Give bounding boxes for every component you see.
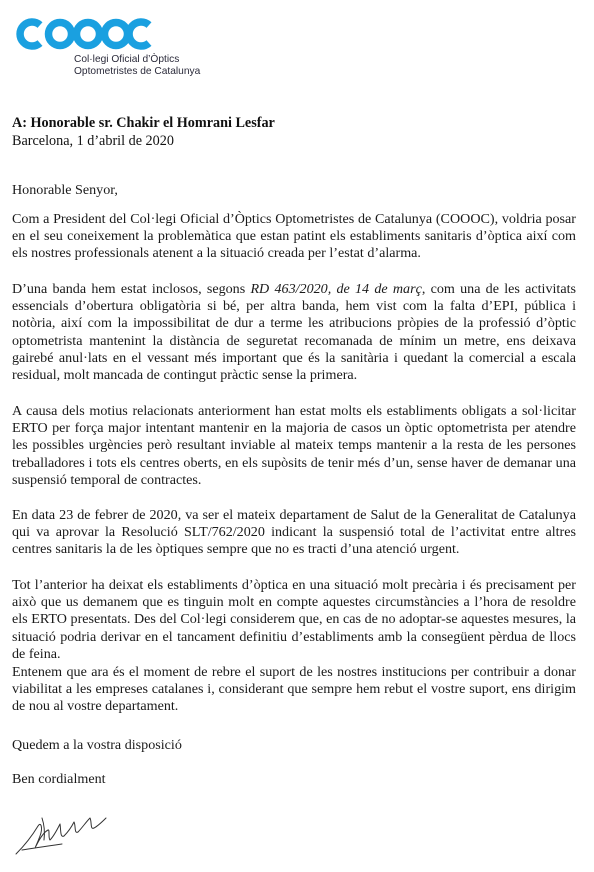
paragraph-6: Entenem que ara és el moment de rebre el suport de les nostres institucions per contribuir a donar viabilitat a les empreses catalanes i, considerant que sempre hem rebut el vostre suport, ens dirigim de nou al vostre departament. (12, 664, 576, 715)
closing-line-2: Ben cordialment (12, 771, 106, 787)
closing-line-1: Quedem a la vostra disposició (12, 737, 182, 753)
paragraph-2 (12, 281, 576, 384)
paragraph-2-text-a: D’una banda hem estat inclosos, segons (12, 281, 251, 297)
greeting: Honorable Senyor, (12, 182, 118, 198)
paragraph-5: Tot l’anterior ha deixat els establiments d’òptica en una situació molt precària i és precisament per això que us demanem que es tinguin molt en compte aquestes circumstàncies a l’hora de resoldre els ERTO presentats. Des del Col·legi considerem que, en cas de no adoptar-se aquestes mesures, la situació podria derivar en el tancament definitiu d’establiments amb la consegüent pèrdua de llocs de feina. (12, 577, 576, 662)
brand-logo-icon (12, 14, 152, 54)
org-name-line2: Optometristes de Catalunya (74, 66, 201, 77)
paragraph-4: En data 23 de febrer de 2020, va ser el mateix departament de Salut de la Generalitat de Catalunya qui va aprovar la Resolució SLT/762/2020 indicant la suspensió total de l’activitat entre altres centres sanitaris la de les òptiques sempre que no es tracti d’una atenció urgent. (12, 507, 576, 558)
date-line: Barcelona, 1 d’abril de 2020 (12, 133, 174, 149)
recipient-line: A: Honorable sr. Chakir el Homrani Lesfar (12, 115, 275, 131)
org-name (74, 54, 234, 78)
handwritten-signature-icon (14, 806, 114, 866)
decree-reference: RD 463/2020, de 14 de març (250, 281, 422, 297)
org-name-line1: Col·legi Oficial d’Òptics (74, 54, 180, 65)
paragraph-2-text-b: , com una de les activitats essencials d’obertura obligatòria si bé, per altra banda, hem vist com la falta d’EPI, pública i notòria, així com la impossibilitat de dur a terme les atribucions pròpies de la professió d’òptic optometrista mantenint la distància de seguretat recomanada de mínim un metre, ens deixava gairebé anul·lats en el vessant més important que és la sanitària i quedant la comercial a escala residual, molt mancada de contingut pràctic sense la primera. (12, 281, 576, 384)
paragraph-1: Com a President del Col·legi Oficial d’Òptics Optometristes de Catalunya (COOOC), voldria posar en el seu coneixement la problemàtica que estan patint els establiments sanitaris d’òptica així com els nostres professionals atenent a la situació creada per l’estat d’alarma. (12, 211, 576, 262)
paragraph-3: A causa dels motius relacionats anteriorment han estat molts els establiments obligats a sol·licitar ERTO per força major intentant mantenir en la majoria de casos un òptic optometrista per atendre les possibles urgències però resultant inviable al mateix temps mantenir a la resta de les persones treballadores i tots els centres oberts, en els supòsits de tenir més d’un, sense haver de demanar una suspensió temporal de contractes. (12, 403, 576, 488)
